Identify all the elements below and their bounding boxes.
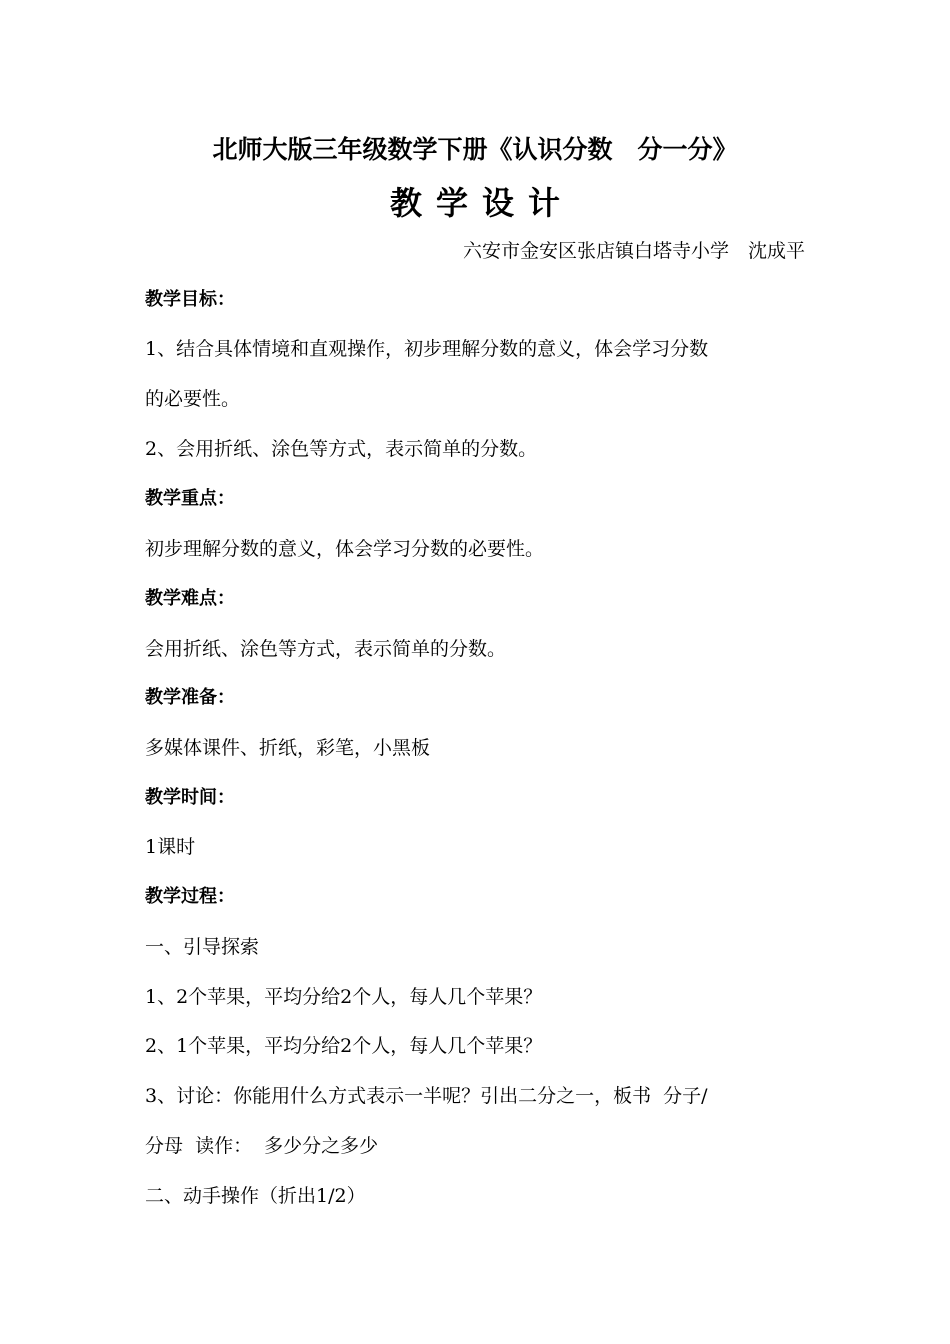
process-question-3-line-1: 3、讨论：你能用什么方式表示一半呢？引出二分之一，板书 分子/ bbox=[145, 1085, 708, 1107]
process-part-1: 一、引导探索 bbox=[145, 936, 260, 958]
document-subtitle: 教学设计 bbox=[389, 184, 574, 222]
document-title: 北师大版三年级数学下册《认识分数 分一分》 bbox=[212, 135, 738, 164]
difficulties-text: 会用折纸、涂色等方式，表示简单的分数。 bbox=[145, 638, 507, 660]
process-heading: 教学过程： bbox=[145, 886, 235, 907]
document-author: 六安市金安区张店镇白塔寺小学 沈成平 bbox=[462, 240, 805, 262]
objective-1-line-2: 的必要性。 bbox=[145, 388, 241, 410]
objective-2: 2、会用折纸、涂色等方式，表示简单的分数。 bbox=[145, 438, 538, 460]
time-text: 1课时 bbox=[145, 836, 196, 858]
process-question-2: 2、1个苹果，平均分给2个人，每人几个苹果？ bbox=[145, 1035, 543, 1057]
time-heading: 教学时间： bbox=[145, 787, 235, 808]
process-question-1: 1、2个苹果，平均分给2个人，每人几个苹果？ bbox=[145, 986, 543, 1008]
key-points-heading: 教学重点： bbox=[145, 488, 235, 509]
process-question-3-line-2: 分母 读作： 多少分之多少 bbox=[145, 1135, 379, 1157]
difficulties-heading: 教学难点： bbox=[145, 588, 235, 609]
objectives-heading: 教学目标： bbox=[145, 289, 235, 310]
preparation-text: 多媒体课件、折纸，彩笔，小黑板 bbox=[145, 737, 431, 759]
process-part-2: 二、动手操作（折出1/2） bbox=[145, 1185, 366, 1207]
preparation-heading: 教学准备： bbox=[145, 687, 235, 708]
key-points-text: 初步理解分数的意义，体会学习分数的必要性。 bbox=[145, 538, 545, 560]
objective-1-line-1: 1、结合具体情境和直观操作，初步理解分数的意义，体会学习分数 bbox=[145, 338, 709, 360]
